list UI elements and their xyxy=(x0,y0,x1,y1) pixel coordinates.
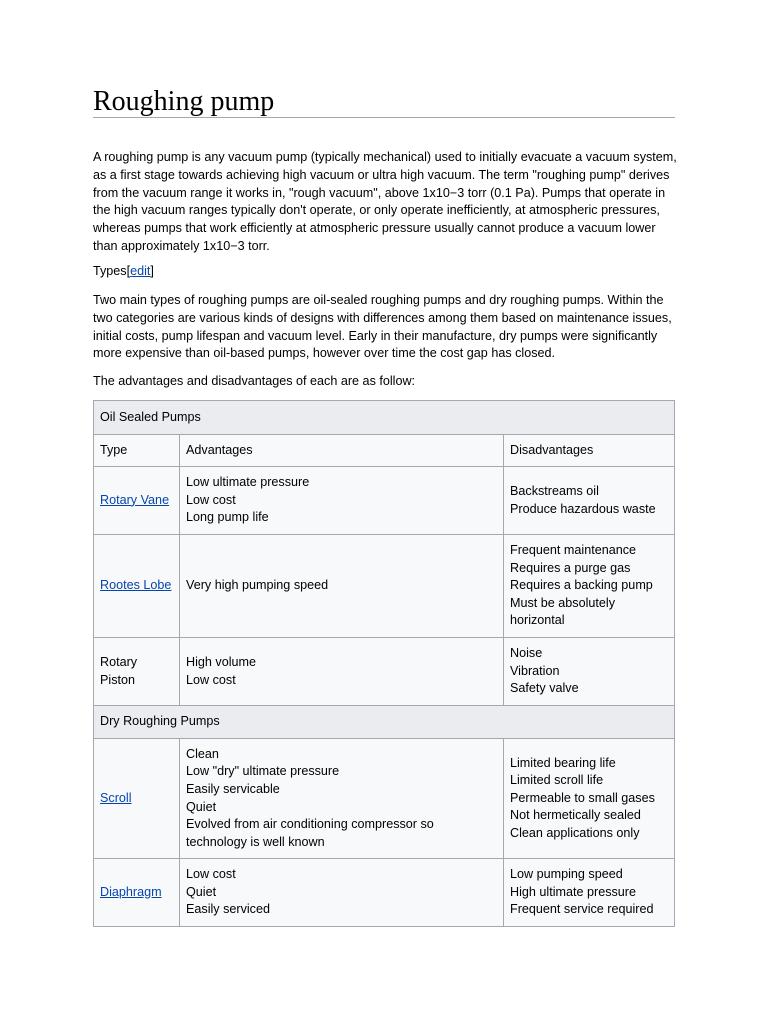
table-row xyxy=(94,859,675,927)
header-advantages: Advantages xyxy=(180,435,504,467)
advantage-item: Low cost xyxy=(186,867,236,882)
row-advantages-cell xyxy=(180,859,504,927)
edit-bracket-open: [ xyxy=(126,264,131,278)
table-row xyxy=(94,638,675,706)
row-type-cell xyxy=(94,859,180,927)
disadvantage-item: Limited bearing life xyxy=(510,755,616,770)
edit-bracket-close: ] xyxy=(150,264,154,278)
advantage-item: Very high pumping speed xyxy=(186,578,329,593)
header-type: Type xyxy=(94,435,180,467)
advantage-item: Quiet xyxy=(186,884,217,899)
edit-link[interactable]: edit xyxy=(130,264,151,278)
pump-link-rotary-vane[interactable]: Rotary Vane xyxy=(100,492,170,507)
advantage-item: Quiet xyxy=(186,799,217,814)
advantage-item: Easily serviced xyxy=(186,902,270,917)
disadvantage-item: Frequent service required xyxy=(510,902,654,917)
row-advantages-cell xyxy=(180,467,504,535)
row-type-cell xyxy=(94,739,180,859)
disadvantage-item: Limited scroll life xyxy=(510,773,604,788)
disadvantage-item: Backstreams oil xyxy=(510,483,599,498)
disadvantage-item: Produce hazardous waste xyxy=(510,501,656,516)
row-disadvantages-cell xyxy=(504,859,675,927)
row-disadvantages-cell xyxy=(504,638,675,706)
advantage-item: High volume xyxy=(186,654,256,669)
disadvantage-item: Low pumping speed xyxy=(510,867,623,882)
disadvantage-item: Not hermetically sealed xyxy=(510,808,641,823)
disadvantage-item: Requires a backing pump xyxy=(510,578,653,593)
disadvantage-item: Clean applications only xyxy=(510,825,640,840)
disadvantage-item: High ultimate pressure xyxy=(510,884,636,899)
advantage-item: Low cost xyxy=(186,492,236,507)
section-title-oil: Oil Sealed Pumps xyxy=(94,401,675,435)
row-advantages-cell xyxy=(180,638,504,706)
disadvantage-item: Vibration xyxy=(510,663,560,678)
table-section-row xyxy=(94,706,675,739)
disadvantage-item: Must be absolutely xyxy=(510,595,616,610)
row-type-cell xyxy=(94,467,180,535)
table-header-row xyxy=(94,435,675,467)
advantage-item: Clean xyxy=(186,746,219,761)
row-advantages-cell xyxy=(180,739,504,859)
advantage-item: Evolved from air conditioning compressor so xyxy=(186,817,434,832)
disadvantage-item: horizontal xyxy=(510,613,565,628)
advantage-item: technology is well known xyxy=(186,834,325,849)
row-type-cell xyxy=(94,638,180,706)
pump-comparison-table xyxy=(93,400,675,927)
pump-name-line: Rotary xyxy=(100,654,138,669)
advantage-item: Low ultimate pressure xyxy=(186,475,310,490)
table-row xyxy=(94,467,675,535)
advantage-item: Easily servicable xyxy=(186,781,280,796)
pump-link-scroll[interactable]: Scroll xyxy=(100,790,132,805)
pump-link-diaphragm[interactable]: Diaphragm xyxy=(100,884,162,899)
disadvantage-item: Noise xyxy=(510,646,543,661)
row-advantages-cell xyxy=(180,535,504,638)
advantage-item: Long pump life xyxy=(186,510,269,525)
disadvantage-item: Permeable to small gases xyxy=(510,790,655,805)
page-title: Roughing pump xyxy=(93,84,675,118)
disadvantage-item: Frequent maintenance xyxy=(510,543,637,558)
advantage-item: Low cost xyxy=(186,672,236,687)
disadvantage-item: Safety valve xyxy=(510,681,579,696)
types-heading-label: Types xyxy=(93,264,127,278)
intro-paragraph: A roughing pump is any vacuum pump (typically mechanical) used to initially evacuate a vacuum system, as a first stage towards achieving high vacuum or ultra high vacuum. The term "roughing pump" derives from the vacuum range it works in, "rough vacuum", above 1x10−3 torr (0.1 Pa). Pumps that operate in the high vacuum ranges typically don't operate, or only operate inefficiently, at atmospheric pressures, whereas pumps that work efficiently at atmospheric pressure usually cannot produce a vacuum lower than approximately 1x10−3 torr. xyxy=(93,150,677,253)
advantage-item: Low "dry" ultimate pressure xyxy=(186,764,340,779)
pump-name-line: Piston xyxy=(100,672,136,687)
row-disadvantages-cell xyxy=(504,467,675,535)
table-section-row xyxy=(94,401,675,435)
row-disadvantages-cell xyxy=(504,739,675,859)
table-row xyxy=(94,739,675,859)
types-paragraph: Two main types of roughing pumps are oil-sealed roughing pumps and dry roughing pumps. Within the two categories are various kinds of designs with differences among them based on maintenance issues, initial costs, pump lifespan and vacuum level. Early in their manufacture, dry pumps were significantly more expensive than oil-based pumps, however over time the cost gap has closed. xyxy=(93,293,672,361)
disadvantage-item: Requires a purge gas xyxy=(510,560,631,575)
header-disadvantages: Disadvantages xyxy=(504,435,675,467)
section-title-dry: Dry Roughing Pumps xyxy=(94,706,675,739)
row-type-cell xyxy=(94,535,180,638)
row-disadvantages-cell xyxy=(504,535,675,638)
advantages-intro: The advantages and disadvantages of each are as follow: xyxy=(93,374,416,388)
types-heading xyxy=(93,263,683,281)
pump-link-rootes-lobe[interactable]: Rootes Lobe xyxy=(100,578,172,593)
table-row xyxy=(94,535,675,638)
